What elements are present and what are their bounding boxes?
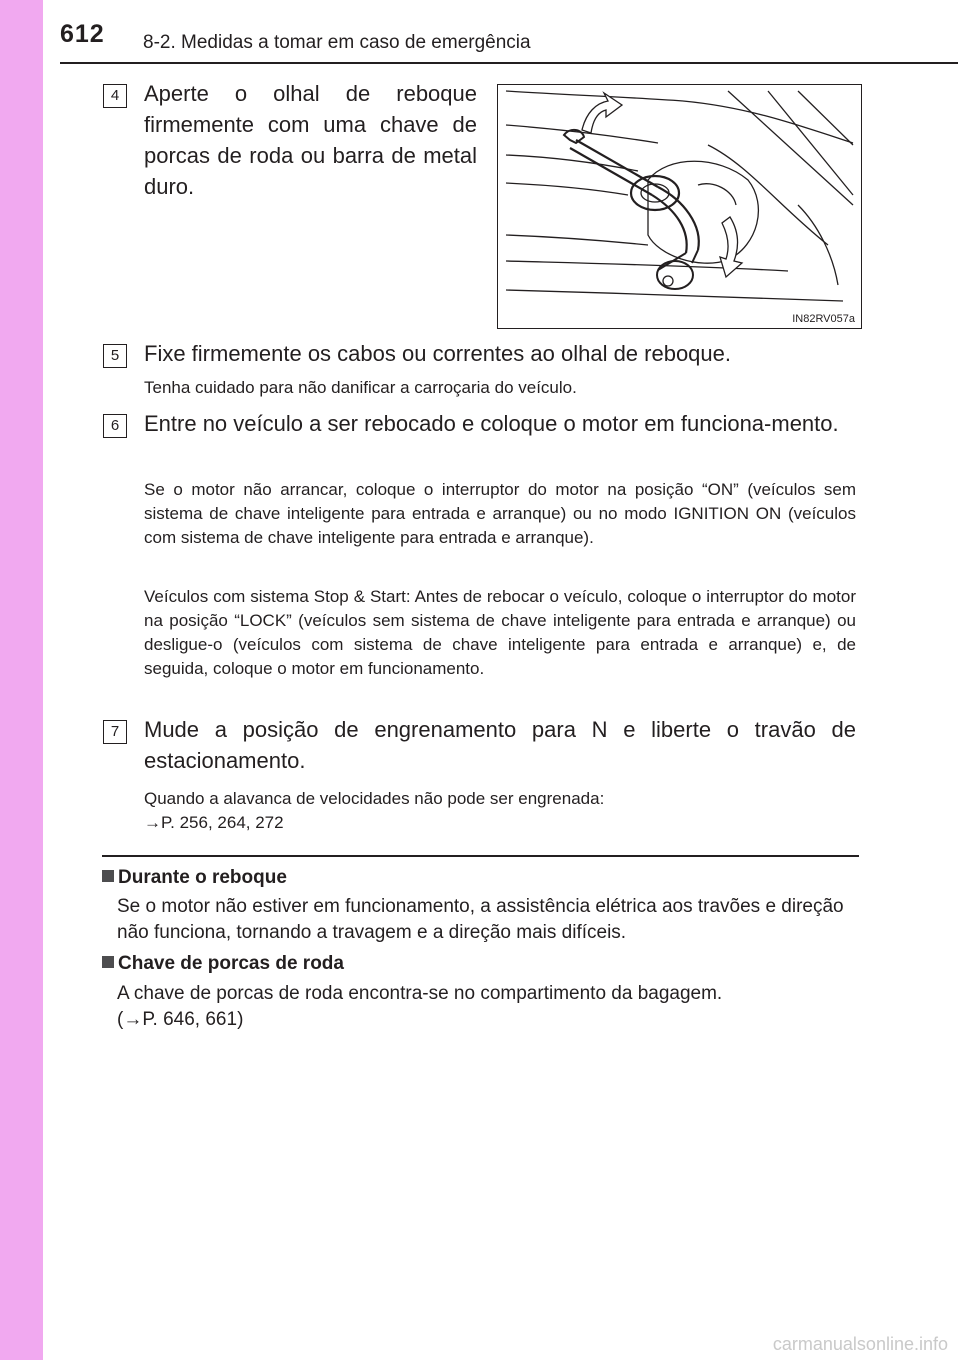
side-color-bar: [0, 0, 43, 1360]
step-4-number: 4: [103, 84, 127, 108]
step-6-note-2: Veículos com sistema Stop & Start: Antes de rebocar o veículo, coloque o interruptor do motor na posição “LOCK” (veículos sem sistema de chave inteligente para entrada e arranque) ou desligue-o (veículos com sistema de chave inteligente para entrada e arranque) e, de seguida, coloque o motor em funcionamento.: [144, 587, 856, 678]
step-4-text: Aperte o olhal de reboque firmemente com uma chave de porcas de roda ou barra de metal duro.: [144, 81, 477, 199]
step-6-text: Entre no veículo a ser rebocado e coloque o motor em funciona-mento.: [144, 411, 839, 436]
bullet-square-icon: [102, 870, 114, 882]
watermark: carmanualsonline.info: [772, 1334, 948, 1354]
step-7-note: Quando a alavanca de velocidades não pode ser engrenada:: [144, 789, 605, 808]
info-body-wheel-nut-wrench: A chave de porcas de roda encontra-se no compartimento da bagagem.: [117, 983, 723, 1004]
info-page-ref-wrench: (→P. 646, 661): [117, 1009, 244, 1030]
info-body-towing: Se o motor não estiver em funcionamento, a assistência elétrica aos travões e direção não funciona, tornando a travagem e a direção mais difíceis.: [117, 896, 844, 943]
page-number: 612: [60, 20, 105, 48]
header-rule: [60, 62, 958, 64]
info-title-towing: Durante o reboque: [102, 866, 287, 890]
section-title: 8-2. Medidas a tomar em caso de emergência: [143, 32, 531, 53]
step-5-note: Tenha cuidado para não danificar a carroçaria do veículo.: [144, 378, 577, 397]
step-6-note-1: Se o motor não arrancar, coloque o interruptor do motor na posição “ON” (veículos sem sistema de chave inteligente para entrada e arranque) ou no modo IGNITION ON (veículos com sistema de chave inteligente para entrada e arranque).: [144, 480, 856, 547]
figure-code: IN82RV057a: [792, 313, 855, 325]
step-5-text: Fixe firmemente os cabos ou correntes ao olhal de reboque.: [144, 341, 731, 366]
bullet-square-icon: [102, 956, 114, 968]
info-title-wheel-nut-wrench: Chave de porcas de roda: [102, 952, 344, 976]
step-5-number: 5: [103, 344, 127, 368]
tow-eye-illustration: [497, 84, 862, 329]
step-7-text: Mude a posição de engrenamento para N e liberte o travão de estacionamento.: [144, 717, 856, 773]
step-7-page-ref: →P. 256, 264, 272: [144, 813, 284, 832]
wrench-on-tow-eye-drawing: [498, 85, 861, 328]
step-6-number: 6: [103, 414, 127, 438]
info-divider: [102, 855, 859, 857]
step-7-number: 7: [103, 720, 127, 744]
